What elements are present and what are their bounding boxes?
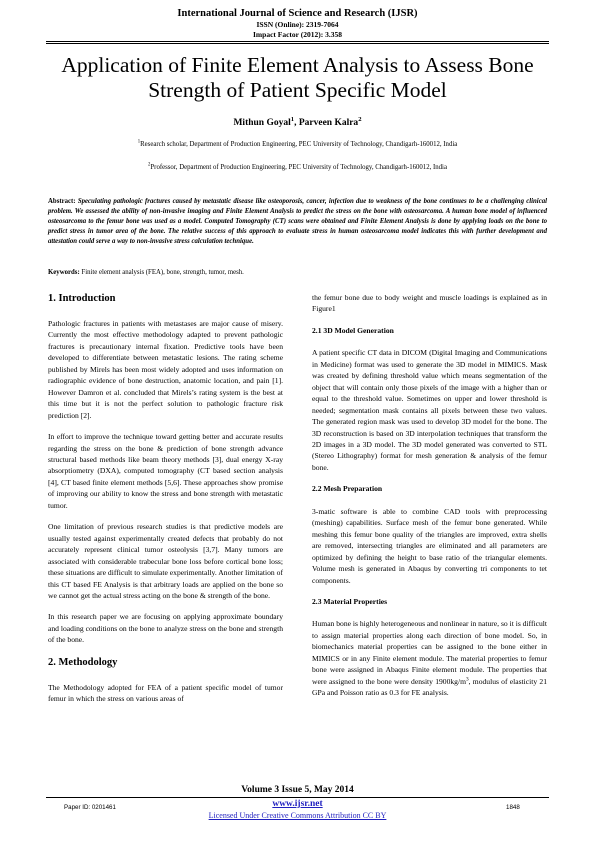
journal-name: International Journal of Science and Research (IJSR) [177, 8, 418, 19]
superscript: 3 [466, 676, 469, 683]
paragraph: In this research paper we are focusing on applying approximate boundary and loading conditions on the bone to analyze stress on the bone and strength of the bone. [48, 612, 283, 645]
author-list [0, 115, 595, 128]
subsection-heading-mesh: 2.2 Mesh Preparation [312, 484, 383, 494]
footer-website-link[interactable]: www.ijsr.net [272, 799, 323, 809]
paragraph-text: , modulus of elasticity 21 GPa and Poisson ratio as 0.3 for FE analysis. [312, 676, 547, 698]
paragraph: In effort to improve the technique toward getting better and accurate results regarding the stress on the bone & prediction of bone strength advance structural based methods like beam theory methods [3], dual energy X-ray absorptiometry (DXA), computed tomography (CT based section analysis [4], CT based finite element methods [5,6]. These approaches show promise of improving our ability to know the stress and bone strength with metastatic tumor. [48, 432, 283, 510]
paper-id: Paper ID: 0201461 [64, 804, 116, 811]
abstract-label: Abstract: [48, 198, 76, 205]
affiliation [0, 164, 595, 171]
paragraph-text: Human bone is highly heterogeneous and nonlinear in nature, so it is difficult to assign material properties along each direction of bone model. So, in biomechanics material properties can be assigned to the bone either in MIMICS or in any Finite element module. The material properties to femur bone were assigned in Abaqus Finite element module. The properties that were assigned to the bone were density 1900kg/m [312, 619, 548, 686]
affiliation-mark: 2 [148, 162, 151, 168]
affiliation-text: Research scholar, Department of Production Engineering, PEC University of Technology, Chandigarh-160012, India [140, 141, 458, 148]
footer-rule [46, 797, 549, 798]
keywords [48, 269, 547, 276]
paper-title: Application of Finite Element Analysis to Assess Bone Strength of Patient Specific Model [61, 53, 534, 102]
affiliation-mark: 1 [137, 139, 141, 145]
subsection-heading-3d-model: 2.1 3D Model Generation [312, 325, 394, 335]
header-rule [46, 41, 549, 42]
paragraph: One limitation of previous research studies is that predictive models are usually tested against experimentally created defects that probably do not accurately represent clinical tumor osteolysis [3,7]. Many tumors are associated with considerable trabecular bone loss before cortical bone loss; these situations are difficult to simulate experimentally. Another limitation of this CT based FE Analysis is that arbitrary loads are applied on the bone so we cannot get the actual stress acting on the bone & strength of the bone. [48, 522, 283, 600]
abstract [48, 197, 547, 247]
subsection-heading-material: 2.3 Material Properties [312, 596, 388, 606]
paragraph: 3-matic software is able to combine CAD tools with preprocessing (meshing) capabilities. Surface mesh of the femur bone generated. While meshing this femur bone quality of the triangles are improved, extra shells are removed, intersecting triangles are eliminated and all parameters are optimized by defining the height to base ratio of the triangular elements. Volume mesh is generated in Abaqus by converting tri components to tet components. [312, 506, 547, 585]
journal-impact-factor: Impact Factor (2012): 3.358 [252, 30, 342, 39]
page-number: 1848 [506, 804, 520, 811]
journal-issn: ISSN (Online): 2319-7064 [256, 20, 339, 29]
author-separator: , [294, 118, 299, 128]
author-name: Parveen Kalra [298, 118, 359, 128]
paragraph: A patient specific CT data in DICOM (Digital Imaging and Communications in Medicine) format was used to generate the 3D model in MIMICS. Mask was created by defining threshold value which means segmentation of the object that will contain only those pixels of the image with a higher than or equal to the threshold value. Sometimes on upper and lower threshold is needed; segmentation mask contains all pixels between these two values. The generated region mask was used to develop 3D model for the bone. The 3D reconstruction is based on 3D interpolation techniques that transform the 2D images in a 3D model. The 3D model generated was converted to STL (Stereo Lithography) format for mesh generation & analysis of the femur bone. [312, 348, 547, 472]
keywords-text: Finite element analysis (FEA), bone, strength, tumor, mesh. [81, 269, 244, 276]
abstract-text: Speculating pathologic fractures caused by metastatic disease like osteoporosis, cancer, infection due to weakness of the bone continues to be a challenging clinical problem. We assessed the ability of non-invasive imaging and Finite Element Analysis to predict the stress on the bone with osteosarcoma. A human bone model of influenced osteosarcoma to the femur bone was used as a model. Computed Tomography (CT) scans were obtained and Finite Element Analysis is done by applying loads on the bone to predict stress in tumor area of the bone. The relative success of this approach to evaluate stress in human osteosarcoma model indicates this with further development and attestation could serve a way to non-invasive stress calculation technique. [48, 198, 547, 246]
author-affiliation-mark: 1 [290, 115, 295, 123]
author-affiliation-mark: 2 [358, 115, 362, 123]
paragraph: The Methodology adopted for FEA of a patient specific model of tumor femur in which the stress on various areas of [48, 682, 283, 704]
paragraph: the femur bone due to body weight and muscle loadings is explained as in Figure1 [312, 293, 547, 314]
keywords-label: Keywords: [48, 269, 80, 276]
left-column [48, 292, 283, 715]
paragraph: Pathologic fractures in patients with metastases are major cause of misery. Currently the most effective methodology adapted to prevent pathologic fractures is precautionary internal fixation. Predictive tools have been developed to differentiate between metastatic lesions. The rating scheme published by Mirels has been most widely adopted and uses information on radiographic evidence of bone destruction, anatomic location, and pain [1]. However Damron et al. concluded that Mirels’s rating system is the best at this time but it is not the perfect solution to pathologic fracture risk prediction [2]. [48, 319, 283, 420]
author-name: Mithun Goyal [233, 118, 291, 128]
affiliation [0, 141, 595, 148]
right-column [312, 292, 547, 709]
affiliation-text: Professor, Department of Production Engineering, PEC University of Technology, Chandigarh-160012, India [150, 164, 447, 171]
paragraph [312, 618, 547, 698]
header-rule [46, 43, 549, 44]
footer-license-link[interactable]: Licensed Under Creative Commons Attribution CC BY [208, 811, 387, 820]
section-heading-methodology: 2. Methodology [48, 656, 118, 668]
section-heading-introduction: 1. Introduction [48, 293, 116, 304]
footer-issue: Volume 3 Issue 5, May 2014 [241, 785, 354, 795]
